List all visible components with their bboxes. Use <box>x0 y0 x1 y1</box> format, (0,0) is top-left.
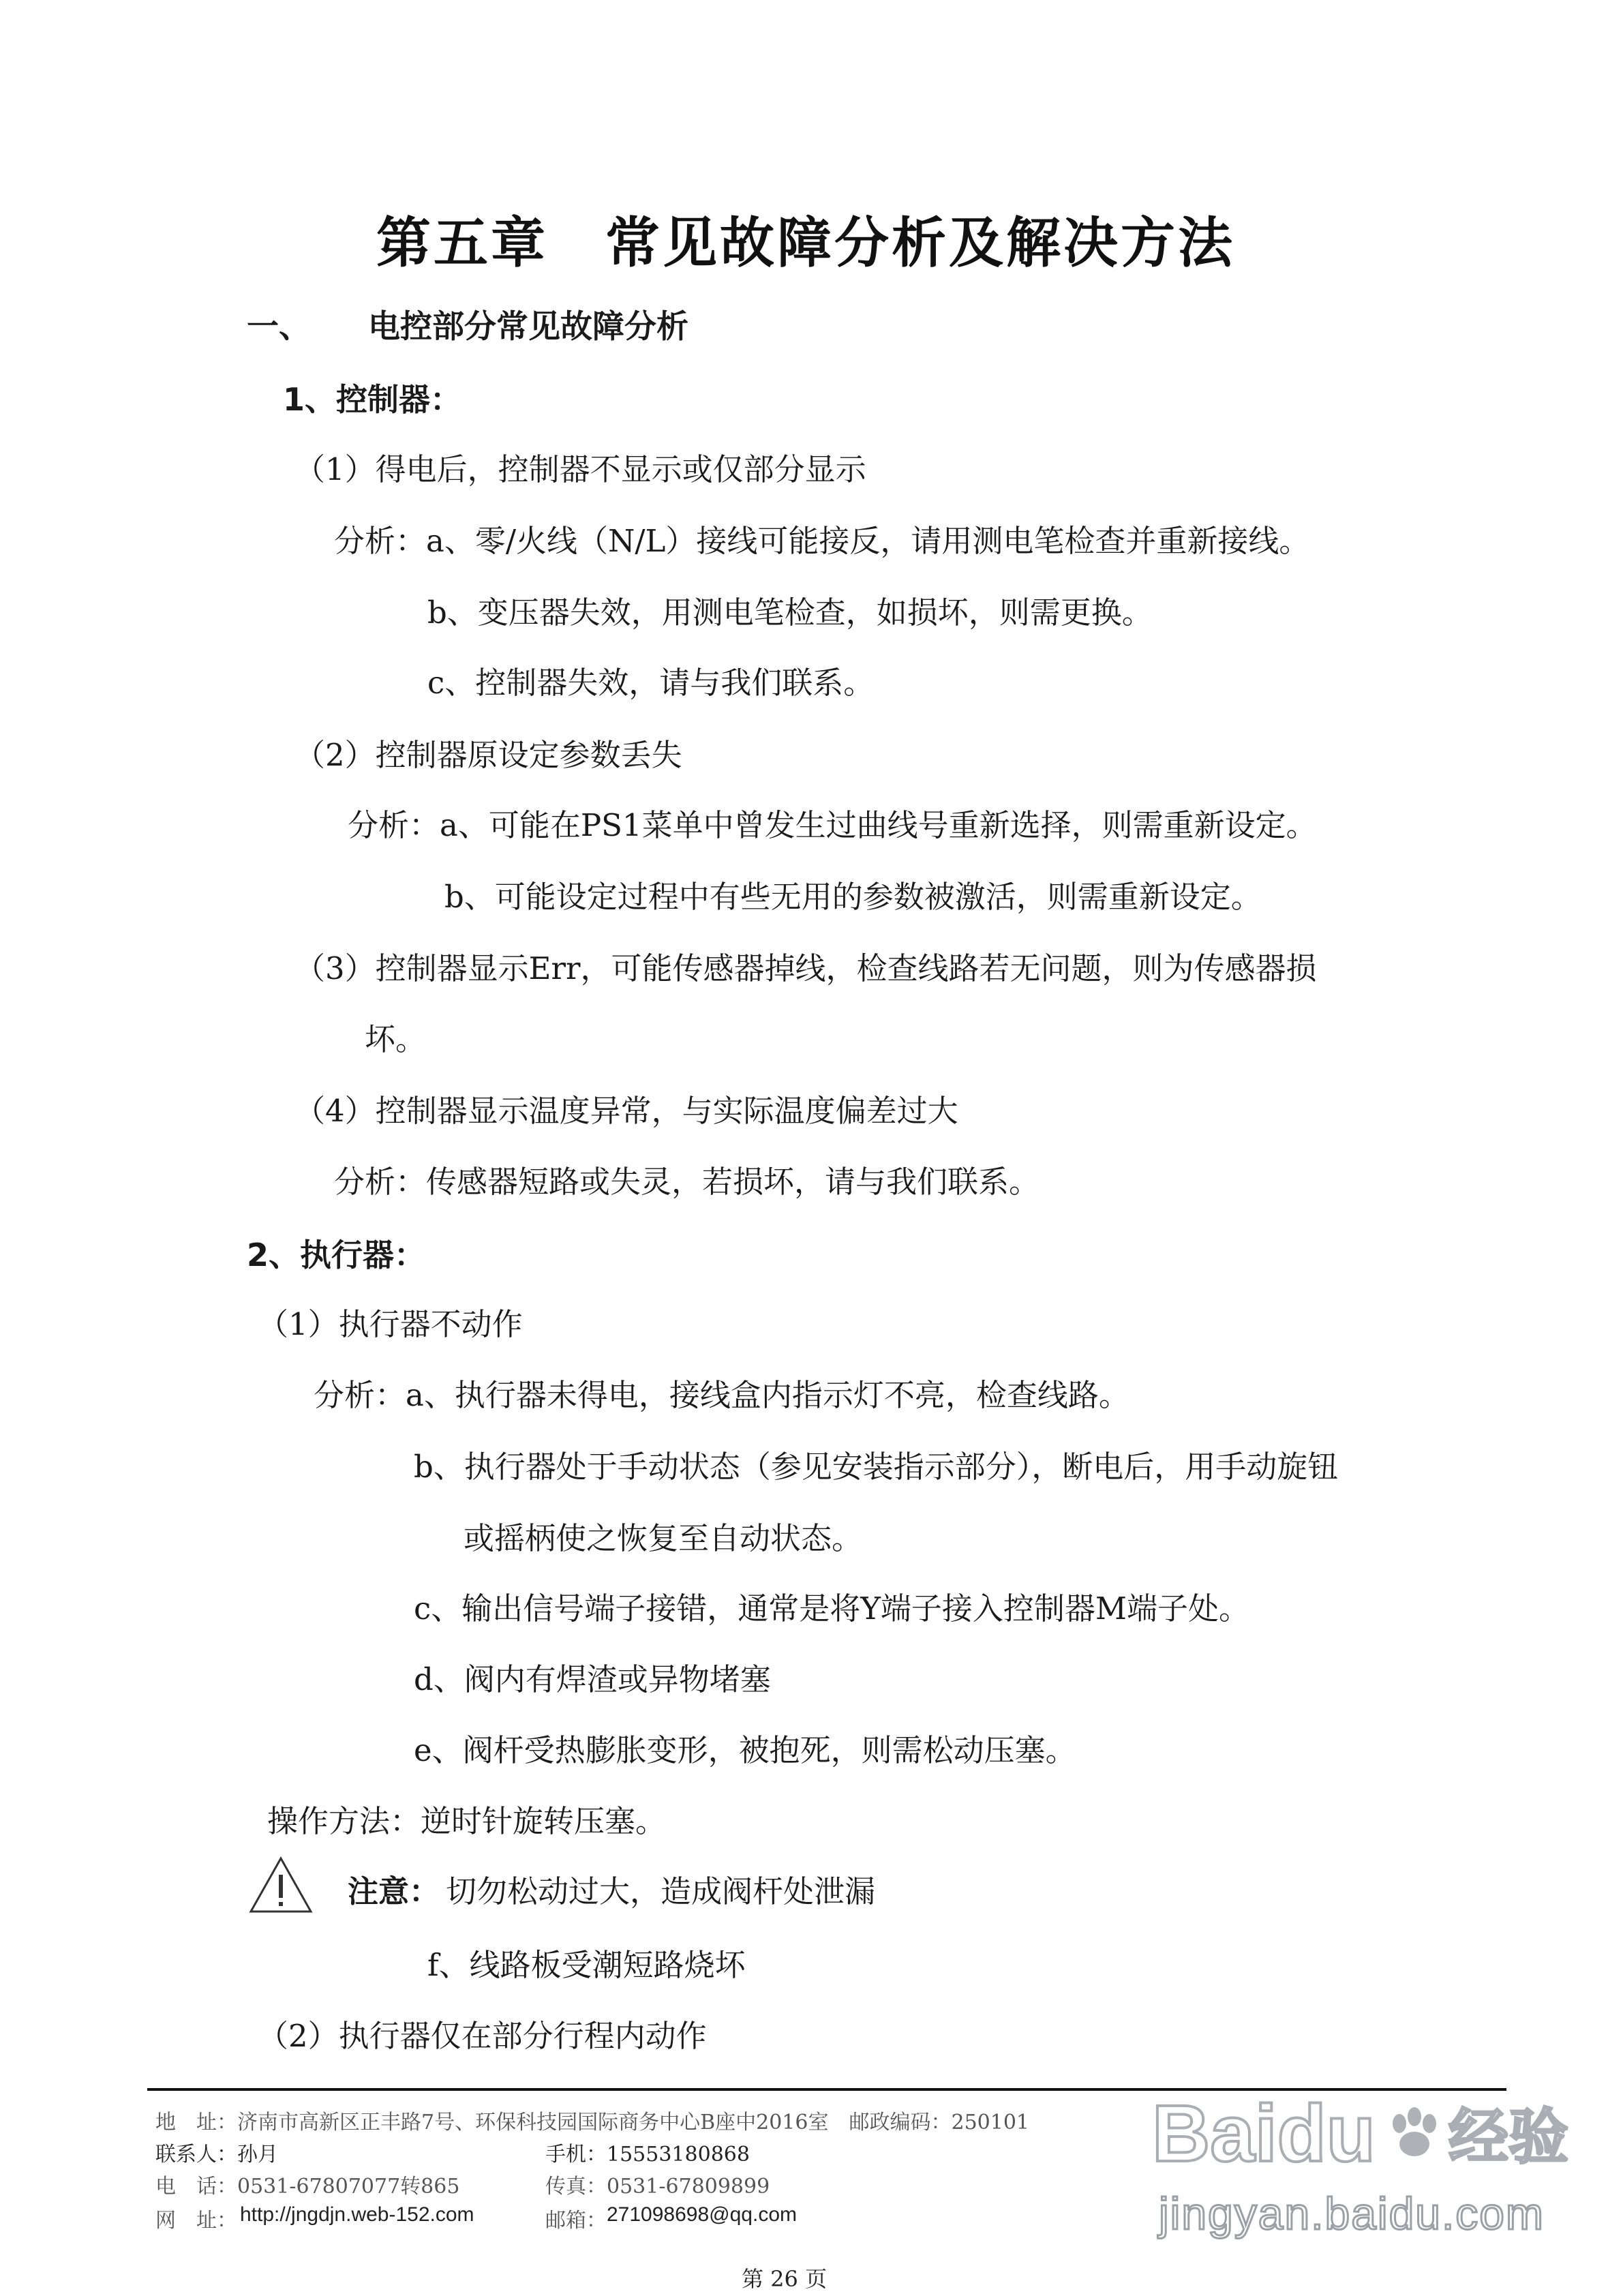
actuator-issue-1-analysis-e: e、阀杆受热膨胀变形，被抱死，则需松动压塞。 <box>414 1732 1076 1768</box>
controller-issue-2: （2）控制器原设定参数丢失 <box>294 737 682 773</box>
page-title: 第五章 常见故障分析及解决方法 <box>376 211 1235 275</box>
footer-phone: 电 话：0531-67807077转865 <box>155 2175 460 2199</box>
notice-label: 注意： <box>348 1873 440 1909</box>
controller-heading: 1、控制器： <box>283 381 462 418</box>
controller-issue-1-analysis-c: c、控制器失效，请与我们联系。 <box>427 665 875 701</box>
actuator-issue-1-analysis-b-line-1: b、执行器处于手动状态（参见安装指示部分），断电后，用手动旋钮 <box>414 1449 1339 1485</box>
actuator-issue-1-analysis-c: c、输出信号端子接错，通常是将Y端子接入控制器M端子处。 <box>414 1590 1249 1627</box>
operation-method: 操作方法：逆时针旋转压塞。 <box>267 1803 667 1839</box>
actuator-issue-2: （2）执行器仅在部分行程内动作 <box>258 2018 707 2054</box>
footer-address: 地 址：济南市高新区正丰路7号、环保科技园国际商务中心B座中2016室 邮政编码：250101 <box>155 2111 1030 2134</box>
baidu-paw-icon <box>1393 2107 1436 2156</box>
section-heading: 电控部分常见故障分析 <box>368 308 688 346</box>
footer-email-label: 邮箱： <box>545 2209 607 2233</box>
footer-mobile: 手机：15553180868 <box>545 2143 750 2166</box>
actuator-heading: 2、执行器： <box>247 1237 426 1273</box>
footer-contact: 联系人：孙月 <box>155 2143 278 2166</box>
actuator-issue-1-analysis-d: d、阀内有焊渣或异物堵塞 <box>414 1661 771 1697</box>
controller-issue-1-analysis-b: b、变压器失效，用测电笔检查，如损坏，则需更换。 <box>427 594 1153 631</box>
actuator-issue-1-analysis-b-line-2: 或摇柄使之恢复至自动状态。 <box>464 1520 863 1556</box>
controller-issue-1-analysis-a: 分析：a、零/火线（N/L）接线可能接反，请用测电笔检查并重新接线。 <box>334 523 1310 559</box>
controller-issue-2-analysis-b: b、可能设定过程中有些无用的参数被激活，则需重新设定。 <box>444 879 1262 915</box>
footer-fax: 传真：0531-67809899 <box>545 2175 770 2199</box>
page-number: 第 26 页 <box>742 2266 828 2292</box>
controller-issue-1: （1）得电后，控制器不显示或仅部分显示 <box>294 451 866 487</box>
watermark-brand-cn: 经验 <box>1448 2102 1569 2172</box>
actuator-issue-1-analysis-f: f、线路板受潮短路烧坏 <box>427 1947 746 1983</box>
warning-triangle-icon <box>247 1854 315 1916</box>
controller-issue-3-line-1: （3）控制器显示Err，可能传感器掉线，检查线路若无问题，则为传感器损 <box>294 950 1317 986</box>
baidu-watermark <box>1138 2072 1588 2277</box>
section-number: 一、 <box>247 308 311 346</box>
footer-email[interactable]: 271098698@qq.com <box>607 2203 797 2226</box>
notice-text: 切勿松动过大，造成阀杆处泄漏 <box>446 1873 876 1909</box>
footer-web-url[interactable]: http://jngdjn.web-152.com <box>240 2203 474 2226</box>
controller-issue-4: （4）控制器显示温度异常，与实际温度偏差过大 <box>294 1093 958 1129</box>
controller-issue-2-analysis-a: 分析：a、可能在PS1菜单中曾发生过曲线号重新选择，则需重新设定。 <box>348 807 1317 843</box>
watermark-url: jingyan.baidu.com <box>1159 2188 1545 2239</box>
controller-issue-3-line-2: 坏。 <box>365 1021 427 1057</box>
actuator-issue-1: （1）执行器不动作 <box>258 1306 523 1342</box>
footer-web-label: 网 址： <box>155 2209 237 2233</box>
watermark-brand: Baidu <box>1152 2089 1376 2179</box>
actuator-issue-1-analysis-a: 分析：a、执行器未得电，接线盒内指示灯不亮，检查线路。 <box>314 1377 1129 1413</box>
controller-issue-4-analysis: 分析：传感器短路或失灵，若损坏，请与我们联系。 <box>334 1164 1040 1200</box>
